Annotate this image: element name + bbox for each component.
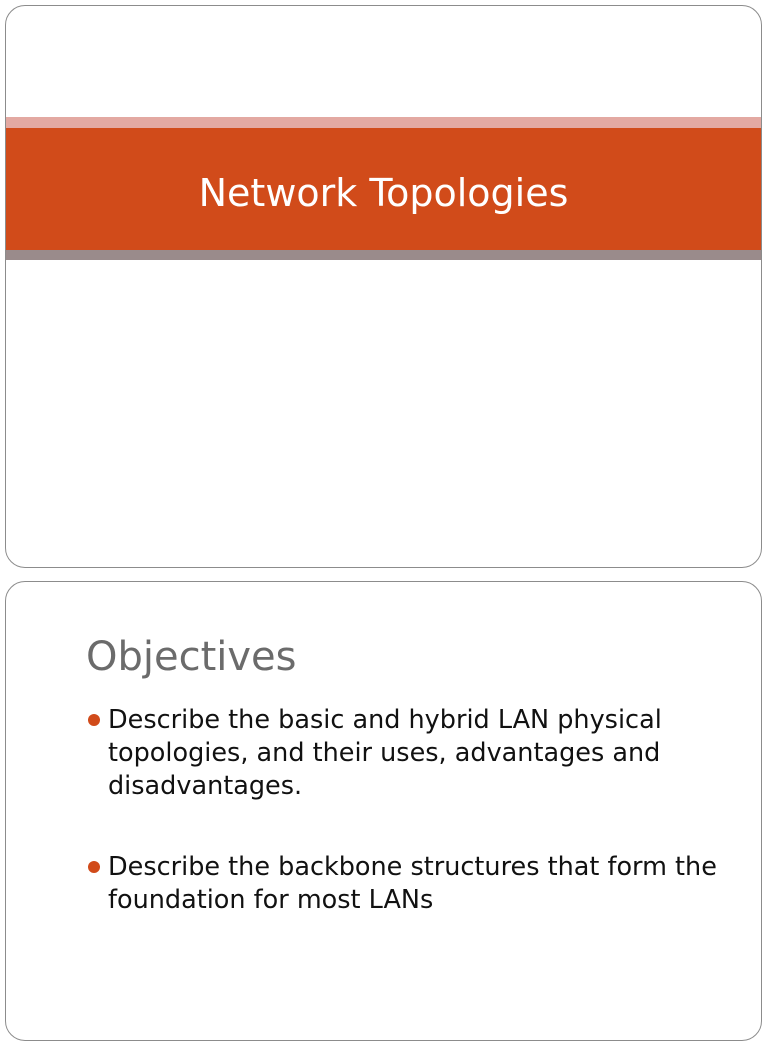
title-slide	[5, 5, 762, 568]
objectives-slide	[5, 581, 762, 1041]
title-band	[6, 128, 761, 250]
objectives-list	[86, 704, 736, 965]
bullet-dot-icon	[88, 714, 100, 726]
objective-text: Describe the backbone structures that form the foundation for most LANs	[108, 852, 717, 915]
objective-bullet	[86, 704, 736, 803]
slide-title: Network Topologies	[198, 171, 569, 215]
title-band-bottom-accent	[6, 250, 761, 260]
objective-text: Describe the basic and hybrid LAN physical topologies, and their uses, advantages and disadvantages.	[108, 705, 662, 801]
title-band-top-accent	[6, 117, 761, 128]
bullet-dot-icon	[88, 861, 100, 873]
objective-bullet	[86, 851, 736, 917]
objectives-heading: Objectives	[86, 634, 297, 680]
